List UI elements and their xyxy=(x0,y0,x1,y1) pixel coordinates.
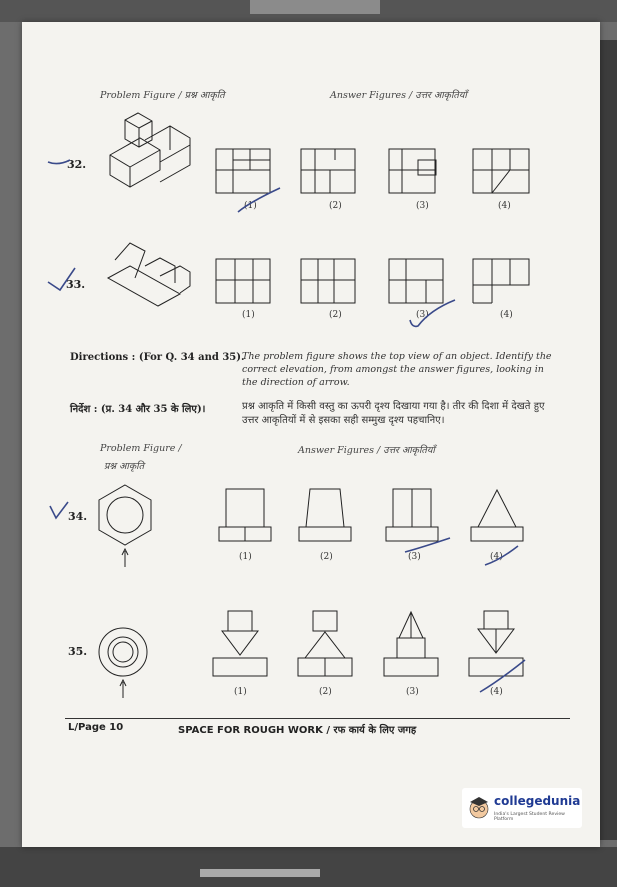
scan-right-border xyxy=(600,40,617,840)
q33-option-4-label: (4) xyxy=(500,310,513,320)
q34-option-4-label: (4) xyxy=(490,552,503,562)
section2-problem-figure-2: प्रश्न आकृति xyxy=(104,461,145,472)
q32-option-4-label: (4) xyxy=(498,201,511,211)
directions-text-hi: प्रश्न आकृति में किसी वस्तु का ऊपरी दृश्य दिखाया गया है। तीर की दिशा में देखते हुए उत्तर आकृतियों में से इसका सही सम्मुख दृश्य पहचानिए। xyxy=(242,401,545,426)
handwritten-tick-marks xyxy=(40,140,600,710)
rough-work-label: SPACE FOR ROUGH WORK / रफ कार्य के लिए जगह xyxy=(178,725,417,736)
scan-top-border xyxy=(0,0,617,22)
q35-option-3-label: (3) xyxy=(406,687,419,697)
q34-option-2-label: (2) xyxy=(320,552,333,562)
q34-option-3-label: (3) xyxy=(408,552,421,562)
watermark-tagline: India's Largest Student Review Platform xyxy=(494,812,565,822)
mascot-icon xyxy=(467,794,491,820)
directions-text-en: The problem figure shows the top view of an object. Identify the correct elevation, from amongst the answer figures, looking in the direction of arrow. xyxy=(242,351,552,388)
answer-figures-header: Answer Figures / उत्तर आकृतियाँ xyxy=(330,90,467,101)
page-number: L/Page 10 xyxy=(68,722,124,733)
q32-option-2-label: (2) xyxy=(329,201,342,211)
directions-label-hi: निर्देश : (प्र. 34 और 35 के लिए)। xyxy=(70,404,206,415)
q35-option-2-label: (2) xyxy=(319,687,332,697)
section2-problem-figure-1: Problem Figure / xyxy=(100,443,182,454)
scan-bottom-border xyxy=(0,847,617,887)
q33-option-1-label: (1) xyxy=(242,310,255,320)
q32-option-1-label: (1) xyxy=(244,201,257,211)
problem-figure-header: Problem Figure / प्रश्न आकृति xyxy=(100,90,225,101)
watermark-brand: collegedunia xyxy=(494,794,581,808)
question-35-number: 35. xyxy=(68,645,88,658)
collegedunia-watermark xyxy=(462,788,582,828)
footer-rule xyxy=(65,718,570,719)
section2-answer-figures: Answer Figures / उत्तर आकृतियाँ xyxy=(298,445,435,456)
q33-option-3-label: (3) xyxy=(416,310,429,320)
directions-label-en: Directions : (For Q. 34 and 35). xyxy=(70,352,245,363)
q35-option-1-label: (1) xyxy=(234,687,247,697)
question-34-number: 34. xyxy=(68,510,88,523)
q33-option-2-label: (2) xyxy=(329,310,342,320)
question-33-number: 33. xyxy=(66,278,86,291)
q35-option-4-label: (4) xyxy=(490,687,503,697)
q34-option-1-label: (1) xyxy=(239,552,252,562)
q32-option-3-label: (3) xyxy=(416,201,429,211)
question-32-number: 32. xyxy=(67,158,87,171)
